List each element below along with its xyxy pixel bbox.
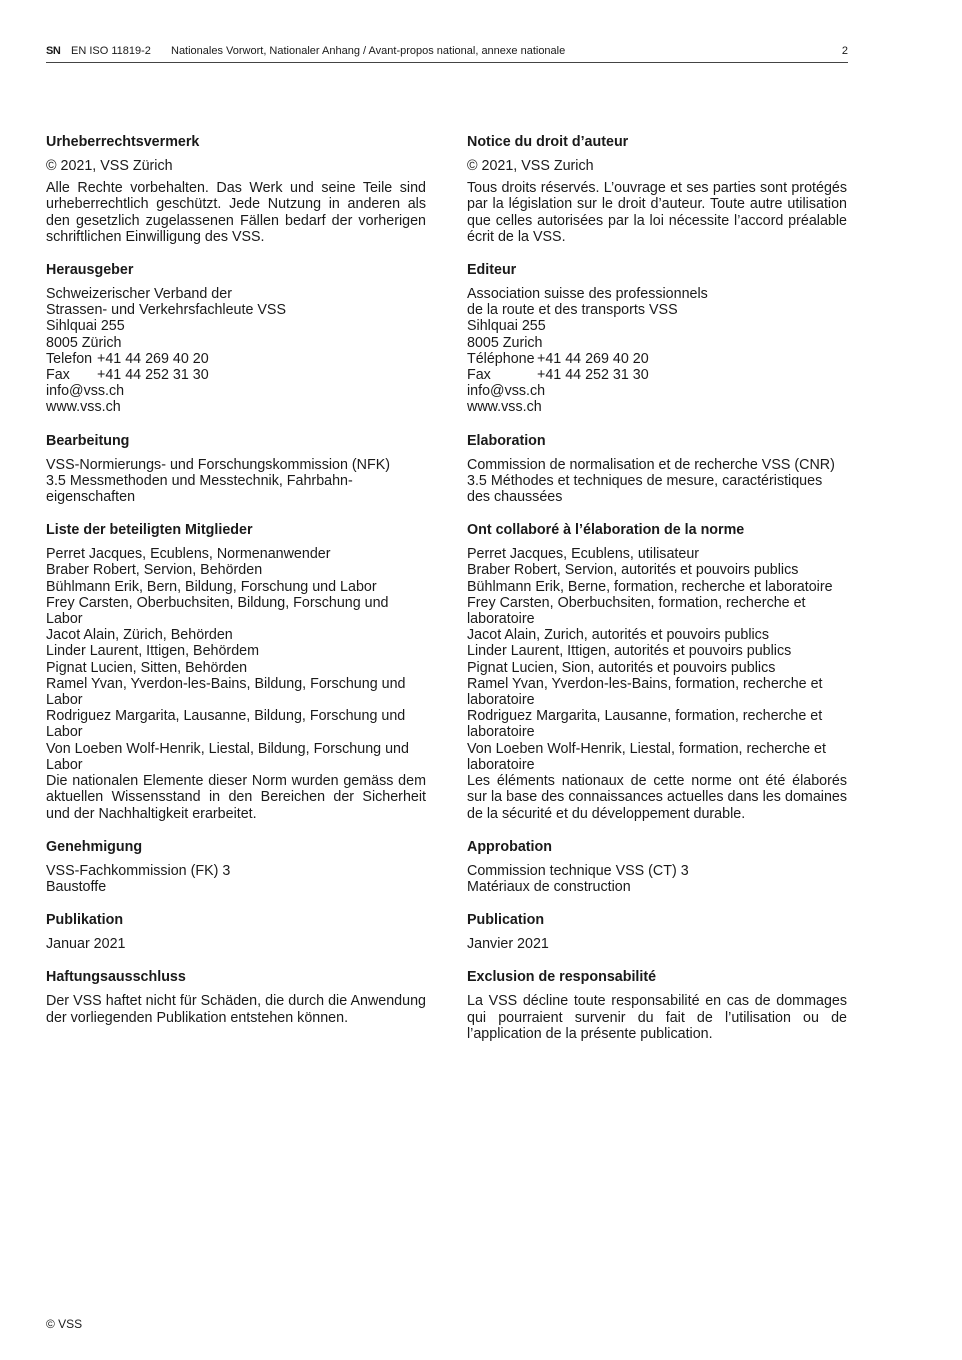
phone-label: Telefon <box>46 350 93 367</box>
list-item: Rodriguez Margarita, Lausanne, Bildung, Forschung und Labor <box>46 708 406 741</box>
editing-section-fr <box>467 432 847 506</box>
members-list <box>467 546 847 773</box>
list-item: Linder Laurent, Ittigen, Behördem <box>46 643 260 660</box>
section-heading: Ont collaboré à l’élaboration de la norme <box>467 522 745 539</box>
header-title: Nationales Vorwort, Nationaler Anhang / Avant-propos national, annexe nationale <box>171 45 566 57</box>
list-item: Pignat Lucien, Sitten, Behörden <box>46 659 248 676</box>
list-item: Rodriguez Margarita, Lausanne, formation, recherche et laboratoire <box>467 708 823 741</box>
approval-line: Baustoffe <box>46 878 107 895</box>
list-item: Jacot Alain, Zürich, Behörden <box>46 627 233 644</box>
approval-section-de <box>46 838 426 895</box>
liability-section-de <box>46 968 426 1025</box>
publisher-name: Association suisse des professionnels <box>467 286 708 303</box>
section-heading: Elaboration <box>467 432 546 449</box>
section-heading: Approbation <box>467 838 552 855</box>
publisher-street: Sihlquai 255 <box>46 318 125 335</box>
copyright-section-de <box>46 133 426 245</box>
list-item: Ramel Yvan, Yverdon-les-Bains, Bildung, Forschung und Labor <box>46 675 406 709</box>
publication-section-fr <box>467 911 847 952</box>
copyright-line: © 2021, VSS Zürich <box>46 158 173 174</box>
fax-row <box>46 367 426 383</box>
german-column <box>46 133 426 1042</box>
publication-date: Janvier 2021 <box>467 936 549 953</box>
editing-line: Commission de normalisation et de recherche VSS (CNR) <box>467 456 835 473</box>
publisher-city: 8005 Zurich <box>467 334 543 351</box>
section-heading: Haftungsausschluss <box>46 969 186 986</box>
editing-section-de <box>46 432 426 506</box>
section-heading: Genehmigung <box>46 838 143 855</box>
section-heading: Liste der beteiligten Mitglieder <box>46 522 253 539</box>
approval-line: Commission technique VSS (CT) 3 <box>467 862 689 879</box>
list-item: Bühlmann Erik, Bern, Bildung, Forschung und Labor <box>46 578 377 595</box>
fax-label: Fax <box>467 367 491 384</box>
editing-line: 3.5 Méthodes et techniques de mesure, caractéristiques <box>467 472 823 489</box>
editing-line: 3.5 Messmethoden und Messtechnik, Fahrbahn- <box>46 472 353 489</box>
fax-number: +41 44 252 31 30 <box>537 367 649 384</box>
copyright-section-fr <box>467 133 847 245</box>
standard-number: EN ISO 11819-2 <box>71 45 151 57</box>
section-heading: Editeur <box>467 262 517 279</box>
section-heading: Notice du droit d’auteur <box>467 134 629 150</box>
publisher-street: Sihlquai 255 <box>467 318 546 335</box>
list-item: Jacot Alain, Zurich, autorités et pouvoirs publics <box>467 627 769 644</box>
page-header <box>46 44 848 63</box>
publisher-name: Strassen- und Verkehrsfachleute VSS <box>46 302 287 319</box>
approval-section-fr <box>467 838 847 895</box>
liability-text: La VSS décline toute responsabilité en cas de dommages qui pourraient survenir du fait de l’utilisation ou de l’application de la présente publication. <box>467 993 847 1042</box>
sn-logo: SN <box>46 45 61 57</box>
list-item: Von Loeben Wolf-Henrik, Liestal, Bildung, Forschung und Labor <box>46 740 409 773</box>
approval-line: Matériaux de construction <box>467 878 631 895</box>
members-section-de <box>46 521 426 821</box>
publisher-name: de la route et des transports VSS <box>467 302 678 319</box>
members-list <box>46 546 426 773</box>
list-item: Bühlmann Erik, Berne, formation, recherche et laboratoire <box>467 578 833 595</box>
email-address: info@vss.ch <box>46 383 125 400</box>
fax-row <box>467 367 847 383</box>
list-item: Braber Robert, Servion, autorités et pouvoirs publics <box>467 562 799 579</box>
members-section-fr <box>467 521 847 821</box>
page-number: 2 <box>841 45 848 57</box>
publication-date: Januar 2021 <box>46 936 126 953</box>
national-elements-note: Die nationalen Elemente dieser Norm wurden gemäss dem aktuellen Wissensstand in den Bereichen der Sicherheit und der Nachhaltigkeit erarbeitet. <box>46 773 426 822</box>
section-heading: Publication <box>467 912 545 929</box>
copyright-text: Tous droits réservés. L’ouvrage et ses parties sont protégés par la législation sur le droit d’auteur. Toute autre utilisation que celles autorisées par la loi nécessite l’accord préalable écrit de la VSS. <box>467 180 847 245</box>
phone-label: Téléphone <box>467 350 535 367</box>
national-elements-note: Les éléments nationaux de cette norme ont été élaborés sur la base des connaissances actuelles dans les domaines de la sécurité et du développement durable. <box>467 773 847 822</box>
phone-row <box>467 351 847 367</box>
section-heading: Exclusion de responsabilité <box>467 969 657 986</box>
phone-number: +41 44 269 40 20 <box>97 350 209 367</box>
fax-label: Fax <box>46 367 70 384</box>
copyright-text: Alle Rechte vorbehalten. Das Werk und seine Teile sind urheberrechtlich geschützt. Jede Nutzung in anderen als den gesetzlich zugelassenen Fällen bedarf der vorherigen schriftlichen Einwilligung des VSS. <box>46 180 426 245</box>
website-address: www.vss.ch <box>467 399 542 416</box>
fax-number: +41 44 252 31 30 <box>97 367 209 384</box>
section-heading: Publikation <box>46 912 124 929</box>
section-heading: Herausgeber <box>46 262 134 279</box>
section-heading: Urheberrechtsvermerk <box>46 134 200 150</box>
publisher-name: Schweizerischer Verband der <box>46 286 232 303</box>
publisher-section-de <box>46 261 426 416</box>
liability-section-fr <box>467 968 847 1042</box>
list-item: Perret Jacques, Ecublens, utilisateur <box>467 546 700 563</box>
editing-line: des chaussées <box>467 489 563 506</box>
editing-line: VSS-Normierungs- und Forschungskommission (NFK) <box>46 456 391 473</box>
phone-number: +41 44 269 40 20 <box>537 350 649 367</box>
email-address: info@vss.ch <box>467 383 546 400</box>
list-item: Von Loeben Wolf-Henrik, Liestal, formation, recherche et laboratoire <box>467 740 826 773</box>
list-item: Frey Carsten, Oberbuchsiten, formation, recherche et laboratoire <box>467 594 806 628</box>
publication-section-de <box>46 911 426 952</box>
section-heading: Bearbeitung <box>46 432 130 449</box>
publisher-section-fr <box>467 261 847 416</box>
list-item: Braber Robert, Servion, Behörden <box>46 562 263 579</box>
list-item: Linder Laurent, Ittigen, autorités et pouvoirs publics <box>467 643 792 660</box>
list-item: Ramel Yvan, Yverdon-les-Bains, formation, recherche et laboratoire <box>467 675 823 709</box>
approval-line: VSS-Fachkommission (FK) 3 <box>46 862 231 879</box>
list-item: Pignat Lucien, Sion, autorités et pouvoirs publics <box>467 659 776 676</box>
list-item: Frey Carsten, Oberbuchsiten, Bildung, Forschung und Labor <box>46 594 389 628</box>
page-footer: © VSS <box>46 1317 83 1331</box>
list-item: Perret Jacques, Ecublens, Normenanwender <box>46 546 331 563</box>
french-column <box>467 133 847 1058</box>
website-address: www.vss.ch <box>46 399 121 416</box>
copyright-line: © 2021, VSS Zurich <box>467 158 594 174</box>
liability-text: Der VSS haftet nicht für Schäden, die durch die Anwendung der vorliegenden Publikation entstehen können. <box>46 993 426 1026</box>
phone-row <box>46 351 426 367</box>
editing-line: eigenschaften <box>46 489 136 506</box>
publisher-city: 8005 Zürich <box>46 334 122 351</box>
